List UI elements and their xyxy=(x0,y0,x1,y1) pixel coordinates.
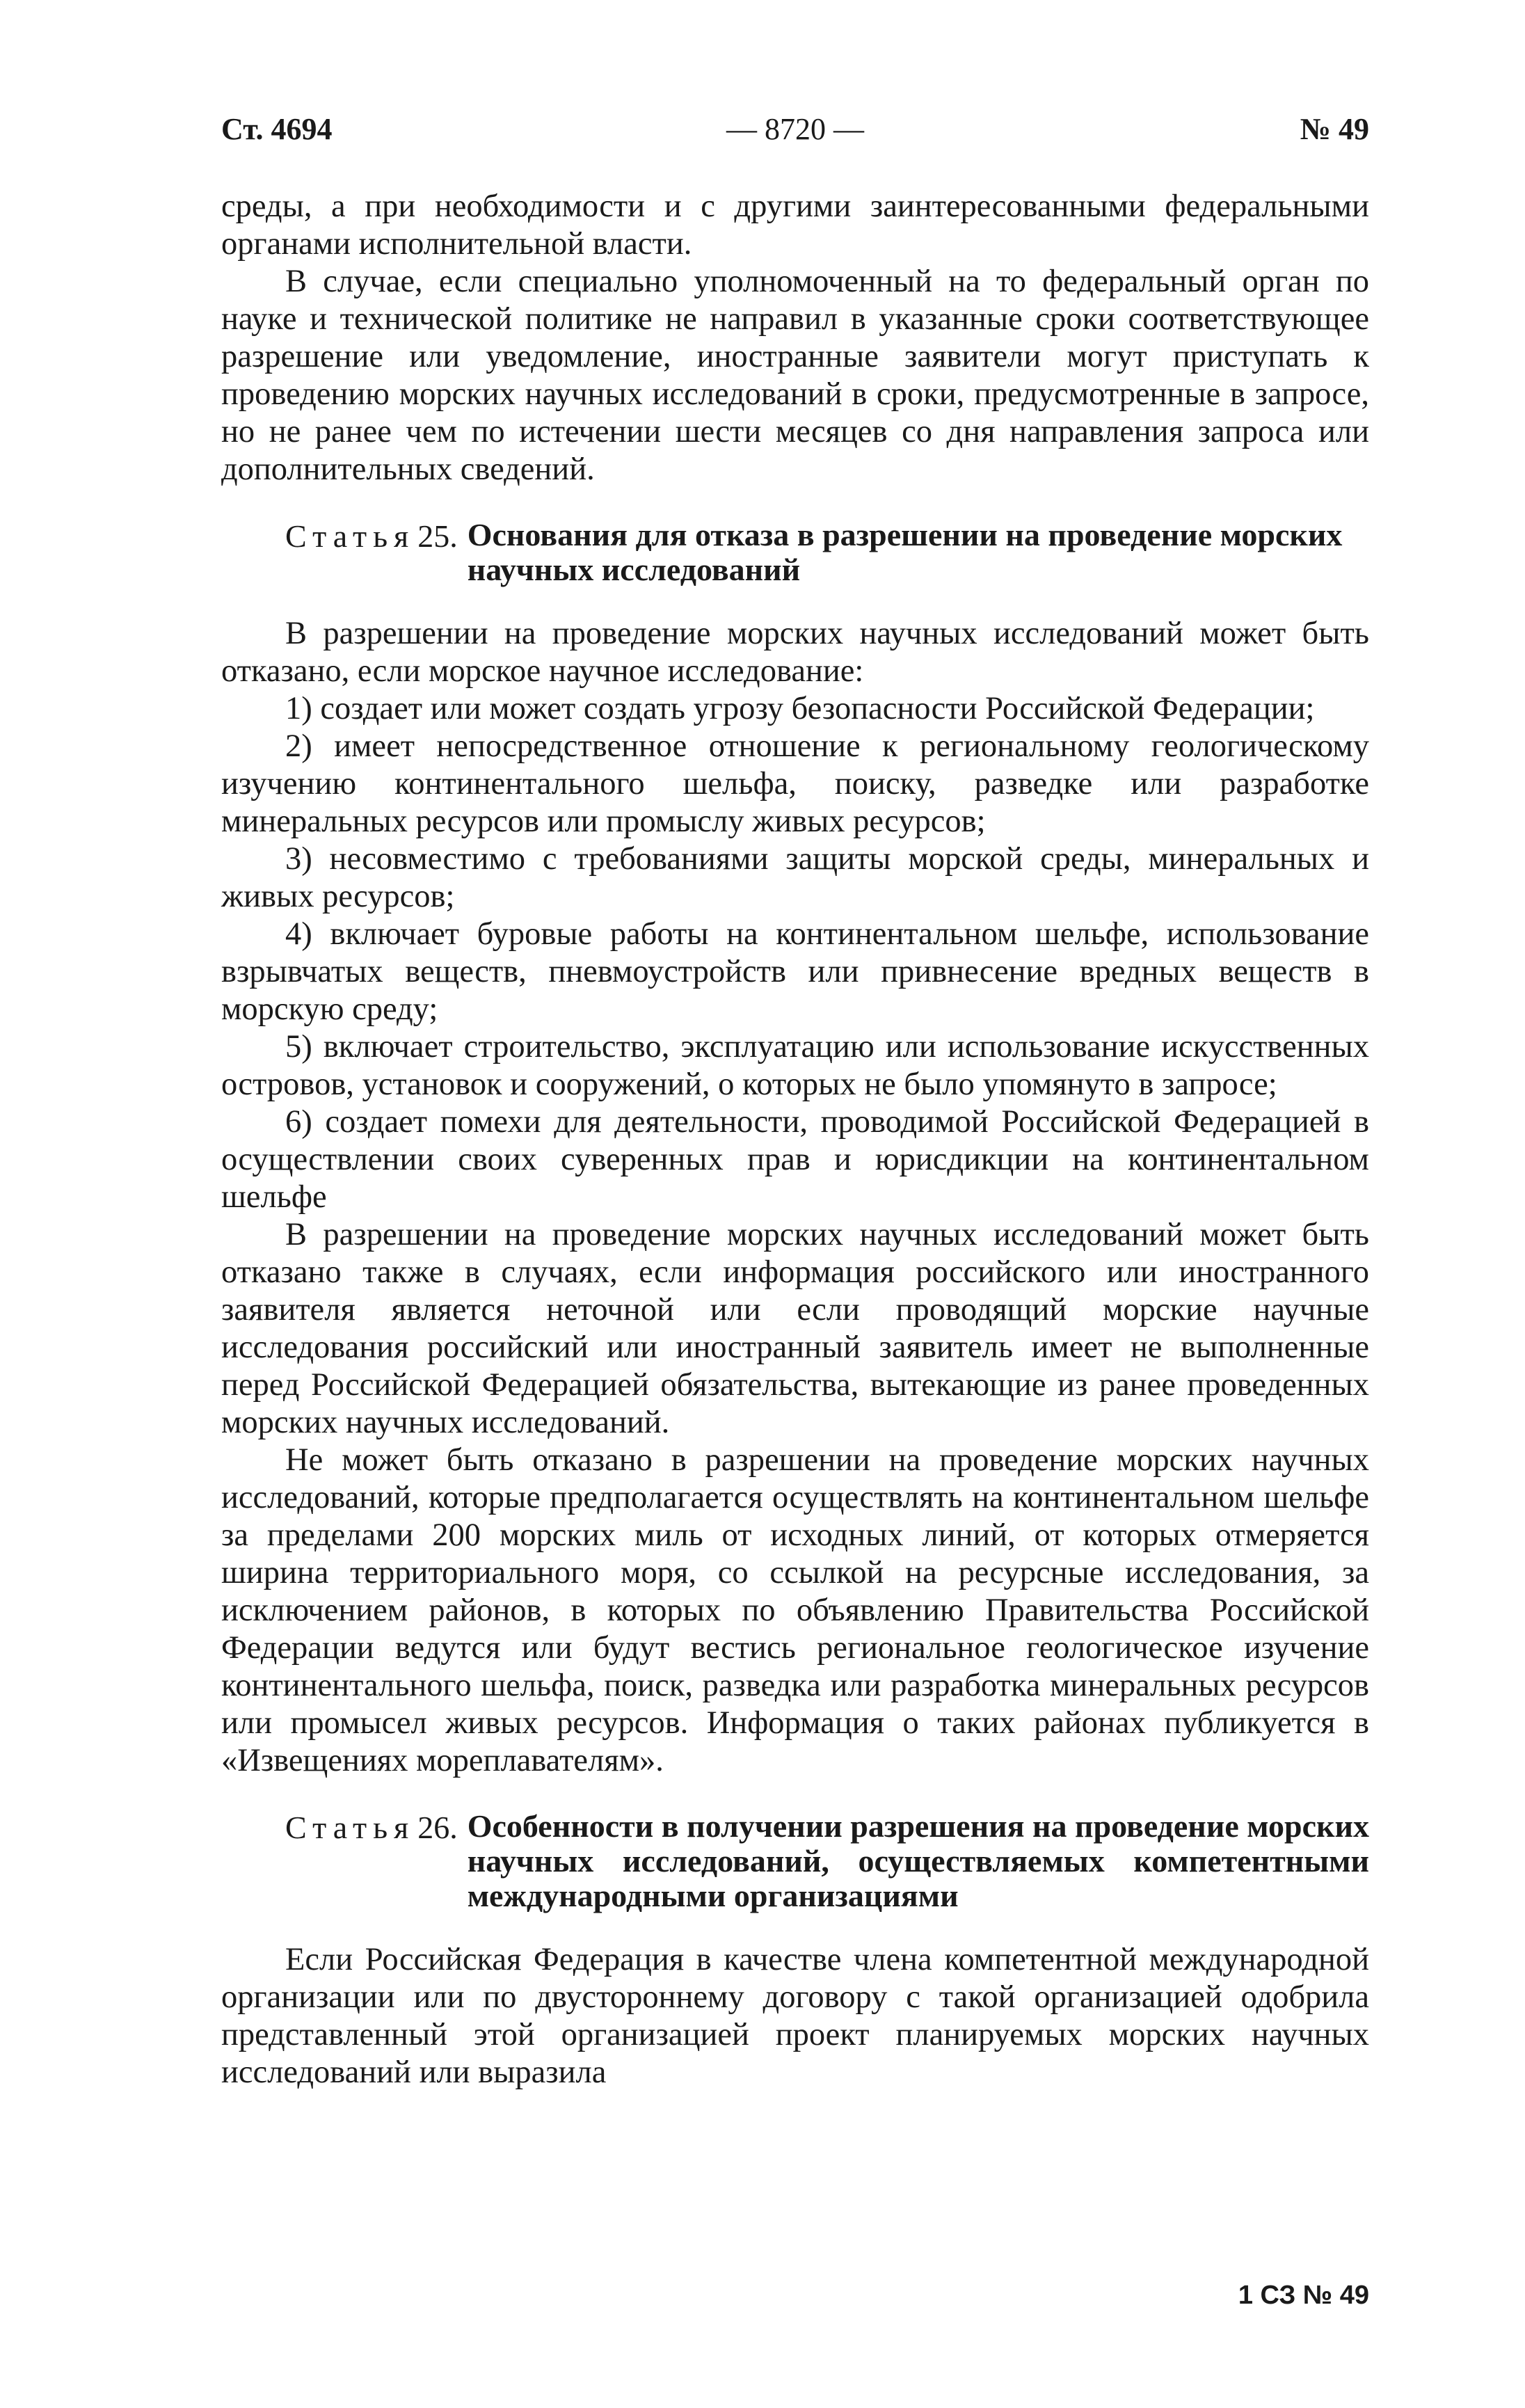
issue-number: № 49 xyxy=(1300,112,1369,146)
article-title: Особенности в получении разрешения на проведение морских научных исследований, осуществляемых компетентными международными организациями xyxy=(467,1808,1369,1913)
document-body xyxy=(221,188,1369,2091)
paragraph: В разрешении на проведение морских научных исследований может быть отказано, если морское научное исследование: xyxy=(221,616,1369,689)
article-26-heading xyxy=(221,1809,1369,1913)
article-label: Статья26. xyxy=(285,1810,458,1845)
article-label: Статья25. xyxy=(285,518,458,554)
signature-mark: 1 СЗ № 49 xyxy=(1238,2281,1369,2310)
article-number: 26. xyxy=(417,1810,458,1845)
article-number: 25. xyxy=(417,518,458,554)
paragraph: В разрешении на проведение морских научных исследований может быть отказано также в случаях, если информация российского или иностранного заявителя является неточной или если проводящий морские научные исследования российский или иностранный заявитель имеет не выполненные перед Российской Федерацией обязательства, вытекающие из ранее проведенных морских научных исследований. xyxy=(221,1217,1369,1440)
article-25-heading xyxy=(221,518,1369,587)
list-item: 1) создает или может создать угрозу безопасности Российской Федерации; xyxy=(285,691,1315,726)
paragraph: Если Российская Федерация в качестве члена компетентной международной организации или по двустороннему договору с такой организацией одобрила представленный этой организацией проект планируемых морских научных исследований или выразила xyxy=(221,1942,1369,2090)
paragraph: В случае, если специально уполномоченный на то федеральный орган по науке и технической политике не направил в указанные сроки соответствующее разрешение или уведомление, иностранные заявители могут приступать к проведению морских научных исследований в сроки, предусмотренные в запросе, но не ранее чем по истечении шести месяцев со дня направления запроса или дополнительных сведений. xyxy=(221,264,1369,487)
list-item: 6) создает помехи для деятельности, проводимой Российской Федерацией в осуществлении своих суверенных прав и юрисдикции на континентальном шельфе xyxy=(221,1104,1369,1215)
list-item: 5) включает строительство, эксплуатацию или использование искусственных островов, установок и сооружений, о которых не было упомянуто в запросе; xyxy=(221,1029,1369,1102)
article-reference: Ст. 4694 xyxy=(221,112,333,146)
list-item: 2) имеет непосредственное отношение к региональному геологическому изучению континентального шельфа, поиску, разведке или разработке минеральных ресурсов или промыслу живых ресурсов; xyxy=(221,728,1369,839)
page-header xyxy=(221,111,1369,153)
article-title: Основания для отказа в разрешении на проведение морских научных исследований xyxy=(467,517,1343,587)
paragraph: среды, а при необходимости и с другими заинтересованными федеральными органами исполнительной власти. xyxy=(221,189,1369,262)
list-item: 3) несовместимо с требованиями защиты морской среды, минеральных и живых ресурсов; xyxy=(221,841,1369,914)
list-item: 4) включает буровые работы на континентальном шельфе, использование взрывчатых веществ, пневмоустройств или привнесение вредных веществ в морскую среду; xyxy=(221,916,1369,1027)
page-number: — 8720 — xyxy=(726,112,864,146)
paragraph: Не может быть отказано в разрешении на проведение морских научных исследований, которые предполагается осуществлять на континентальном шельфе за пределами 200 морских миль от исходных линий, от которых отмеряется ширина территориального моря, со ссылкой на ресурсные исследования, за исключением районов, в которых по объявлению Правительства Российской Федерации ведутся или будут вестись региональное геологическое изучение континентального шельфа, поиск, разведка или разработка минеральных ресурсов или промысел живых ресурсов. Информация о таких районах публикуется в «Извещениях мореплавателям». xyxy=(221,1442,1369,1778)
